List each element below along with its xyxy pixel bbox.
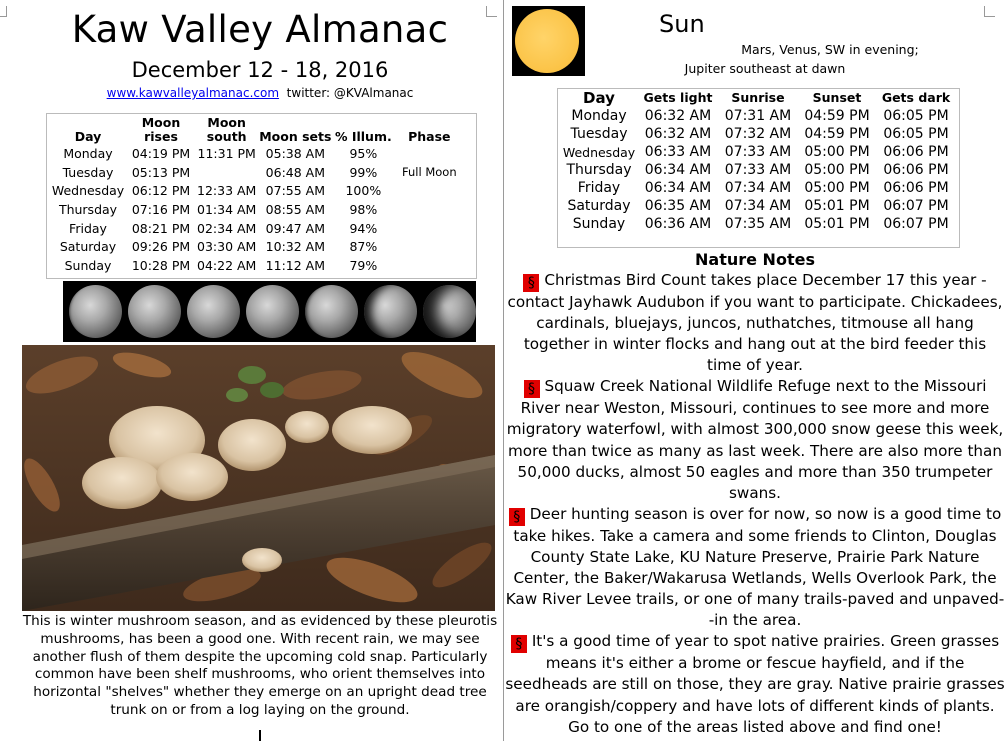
table-cell: 87%: [349, 239, 378, 255]
table-cell: 94%: [349, 220, 378, 236]
column-header: Gets dark: [881, 90, 951, 105]
table-cell: 09:26 PM: [131, 239, 191, 255]
column-header: Phase: [408, 129, 451, 144]
moon-phase-image: [423, 285, 476, 338]
moon-table-row: [51, 256, 466, 275]
table-cell: 06:07 PM: [883, 198, 949, 214]
column-header: Moon rises: [141, 115, 181, 144]
mushroom-photo: [22, 345, 495, 611]
table-cell: 02:34 AM: [197, 220, 257, 236]
table-cell: 10:32 AM: [265, 239, 326, 255]
moon-table-row: [51, 237, 466, 256]
section-bullet-icon: §: [523, 274, 539, 292]
table-cell: 06:48 AM: [265, 164, 326, 180]
day-cell: Monday: [63, 145, 113, 161]
table-cell: 04:59 PM: [804, 126, 870, 142]
day-cell: Sunday: [64, 257, 112, 273]
table-cell: 11:12 AM: [265, 257, 326, 273]
day-cell: Wednesday: [562, 144, 636, 160]
section-bullet-icon: §: [509, 508, 525, 526]
moon-phase-image: [305, 285, 358, 338]
nature-note: [505, 631, 1005, 737]
almanac-title: Kaw Valley Almanac: [71, 8, 449, 51]
table-cell: 05:13 PM: [131, 164, 191, 180]
table-cell: 06:36 AM: [644, 216, 712, 232]
table-cell: 07:34 AM: [724, 180, 792, 196]
table-cell: 08:21 PM: [131, 220, 191, 236]
nature-note-text: Christmas Bird Count takes place December 17 this year -contact Jayhawk Audubon if you want to participate. Chickadees, cardinals, bluejays, juncos, nuthatches, titmouse all hang together in winter flocks and hang out at the bird feeder this time of year.: [507, 271, 1003, 375]
table-cell: 07:33 AM: [724, 144, 792, 160]
table-cell: 04:19 PM: [131, 145, 191, 161]
section-bullet-icon: §: [524, 380, 540, 398]
day-cell: Saturday: [567, 198, 631, 214]
section-bullet-icon: §: [511, 635, 527, 653]
table-cell: 10:28 PM: [131, 257, 191, 273]
table-cell: 06:12 PM: [131, 183, 191, 199]
day-cell: Thursday: [58, 201, 118, 217]
nature-note-text: Squaw Creek National Wildlife Refuge next to the Missouri River near Weston, Missouri, continues to see more and more migratory waterfowl, with almost 300,000 snow geese this week, more than twice as many as last week. There are also more than 50,000 ducks, almost 50 eagles and more than 350 trumpeter swans.: [506, 377, 1004, 502]
table-cell: 06:06 PM: [883, 180, 949, 196]
table-cell: 05:01 PM: [804, 198, 870, 214]
column-header: [197, 116, 256, 144]
table-cell: 05:01 PM: [804, 216, 870, 232]
table-cell: 04:59 PM: [804, 108, 870, 124]
table-cell: 11:31 PM: [197, 145, 256, 161]
table-cell: 12:33 AM: [197, 183, 257, 199]
day-cell: Wednesday: [51, 183, 125, 199]
moon-table-row: [51, 163, 466, 182]
table-cell: 06:05 PM: [883, 126, 949, 142]
day-cell: Saturday: [59, 239, 117, 255]
nature-notes: [505, 270, 1005, 738]
table-cell: 04:22 AM: [197, 257, 257, 273]
table-cell: 98%: [349, 201, 378, 217]
table-cell: 08:55 AM: [265, 201, 326, 217]
moon-phase-strip: [63, 281, 476, 342]
table-cell: 09:47 AM: [265, 220, 326, 236]
day-cell: Tuesday: [62, 164, 114, 180]
moon-phase-image: [187, 285, 240, 338]
sun-heading: Sun: [659, 10, 705, 38]
column-header: Day: [583, 89, 615, 107]
moon-phase-image: [69, 285, 122, 338]
sun-table-row: [560, 143, 956, 161]
table-cell: [392, 200, 466, 219]
table-cell: 99%: [349, 164, 378, 180]
sun-table: [560, 89, 956, 233]
nature-notes-heading: Nature Notes: [695, 250, 815, 269]
table-cell: 07:34 AM: [724, 198, 792, 214]
table-cell: 95%: [349, 145, 378, 161]
table-cell: 07:35 AM: [724, 216, 792, 232]
twitter-handle: twitter: @KVAlmanac: [286, 86, 414, 100]
day-cell: Friday: [577, 180, 621, 196]
column-header: % Illum.: [334, 129, 392, 144]
crop-mark: [984, 6, 995, 17]
sun-table-row: [560, 179, 956, 197]
moon-table-row: [51, 144, 466, 163]
moon-table: [51, 116, 466, 275]
nature-note: [505, 270, 1005, 376]
sun-table-box: [557, 88, 960, 248]
table-cell: 07:32 AM: [724, 126, 792, 142]
table-cell: [392, 181, 466, 200]
sun-table-row: [560, 107, 956, 125]
table-cell: [392, 219, 466, 238]
moon-phase-image: [128, 285, 181, 338]
sun-table-row: [560, 197, 956, 215]
website-link[interactable]: www.kawvalleyalmanac.com: [106, 86, 280, 100]
table-cell: 07:55 AM: [265, 183, 326, 199]
moon-table-row: [51, 219, 466, 238]
table-cell: 06:32 AM: [644, 108, 712, 124]
column-header: Gets light: [643, 90, 713, 105]
day-cell: Thursday: [566, 162, 632, 178]
table-cell: 03:30 AM: [197, 239, 257, 255]
planets-note-line1: Mars, Venus, SW in evening;: [741, 42, 919, 57]
table-cell: 05:38 AM: [265, 145, 326, 161]
planets-note-line2: Jupiter southeast at dawn: [684, 61, 846, 76]
column-header: Sunrise: [731, 90, 785, 105]
table-cell: 06:06 PM: [883, 144, 949, 160]
day-cell: Friday: [69, 220, 107, 236]
table-cell: 06:07 PM: [883, 216, 949, 232]
moon-phase-image: [364, 285, 417, 338]
moon-table-box: [46, 113, 477, 279]
table-cell: 79%: [349, 257, 378, 273]
day-cell: Tuesday: [570, 126, 628, 142]
table-cell: 01:34 AM: [197, 201, 257, 217]
table-cell: [392, 237, 466, 256]
table-cell: 06:34 AM: [644, 162, 712, 178]
table-cell: 06:35 AM: [644, 198, 712, 214]
table-cell: 05:00 PM: [804, 144, 870, 160]
sun-image: [512, 6, 585, 76]
sun-table-row: [560, 161, 956, 179]
table-cell: 07:33 AM: [724, 162, 792, 178]
table-cell: [197, 163, 256, 182]
column-header: Day: [74, 129, 102, 144]
column-header-text: Moon south: [206, 115, 247, 144]
table-cell: [392, 144, 466, 163]
date-range: December 12 - 18, 2016: [131, 58, 389, 82]
sun-table-row: [560, 125, 956, 143]
moon-table-row: [51, 181, 466, 200]
table-cell: 07:16 PM: [131, 201, 191, 217]
cursor-mark: [259, 730, 261, 741]
sun-icon: [515, 9, 579, 73]
nature-note: [505, 376, 1005, 503]
moon-phase-image: [246, 285, 299, 338]
table-cell: 06:32 AM: [644, 126, 712, 142]
sun-table-row: [560, 215, 956, 233]
table-cell: 06:34 AM: [644, 180, 712, 196]
sun-table-header: [560, 89, 956, 107]
nature-note-text: It's a good time of year to spot native prairies. Green grasses means it's either a brome or fescue hayfield, and if the seedheads are still on those, they are gray. Native prairie grasses are orangish/coppery and have lots of different kinds of plants. Go to one of the areas listed above and find one!: [505, 632, 1005, 736]
nature-note-text: Deer hunting season is over for now, so now is a good time to take hikes. Take a camera and some friends to Clinton, Douglas County State Lake, KU Nature Preserve, Prairie Park Nature Center, the Baker/Wakarusa Wetlands, Wells Overlook Park, the Kaw River Levee trails, or one of many trails-paved and unpaved--in the area.: [505, 504, 1005, 630]
table-cell: 07:31 AM: [724, 108, 792, 124]
table-cell: 06:05 PM: [883, 108, 949, 124]
table-cell: 100%: [345, 183, 382, 199]
table-cell: 05:00 PM: [804, 180, 870, 196]
table-cell: Full Moon: [402, 165, 457, 180]
table-cell: 06:33 AM: [644, 144, 712, 160]
column-header: Sunset: [812, 90, 862, 105]
day-cell: Sunday: [572, 216, 626, 232]
column-divider: [503, 0, 504, 741]
column-header: Moon sets: [259, 129, 332, 144]
table-cell: 05:00 PM: [804, 162, 870, 178]
nature-note: [505, 504, 1005, 631]
header-links: [0, 86, 520, 100]
photo-caption: This is winter mushroom season, and as evidenced by these pleurotis mushrooms, has been a good one. With recent rain, we may see another flush of them despite the upcoming cold snap. Particularly common have been shelf mushrooms, who orient themselves into horizontal "shelves" whether they emerge on an upright dead tree trunk on or from a log laying on the ground.: [22, 613, 498, 718]
moon-table-header: [51, 116, 466, 144]
mushroom-photo-illustration: [22, 345, 495, 611]
table-cell: 06:06 PM: [883, 162, 949, 178]
moon-table-row: [51, 200, 466, 219]
table-cell: [392, 256, 466, 275]
day-cell: Monday: [571, 108, 627, 124]
